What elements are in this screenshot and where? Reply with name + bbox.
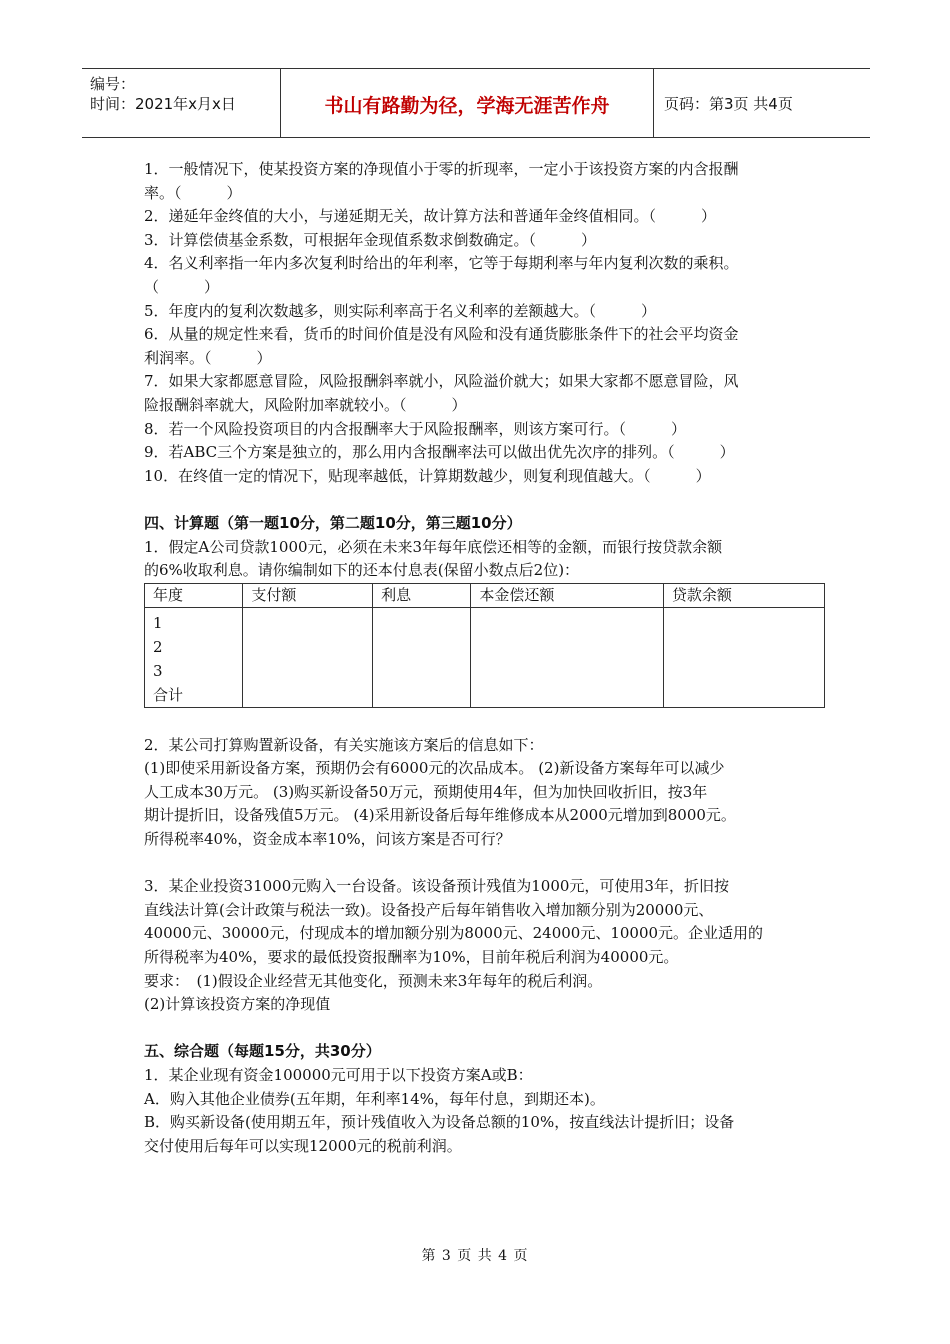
comp-q1-line: 交付使用后每年可以实现12000元的税前利润。 [144, 1136, 462, 1155]
year-label: 2 [153, 637, 163, 656]
tf-line: 4．名义利率指一年内多次复利时给出的年利率，它等于每期利率与年内复利次数的乘积。 [144, 254, 739, 273]
comp-q1-line: B．购买新设备(使用期五年，预计残值收入为设备总额的10%，按直线法计提折旧；设备 [144, 1113, 735, 1132]
calc-q3-line: 3．某企业投资31000元购入一台设备。该设备预计残值为1000元，可使用3年，折旧按 [144, 877, 729, 896]
section-4-title: 四、计算题（第一题10分，第二题10分，第三题10分） [144, 513, 522, 532]
tf-line: 5．年度内的复利次数越多，则实际利率高于名义利率的差额越大。（ ） [144, 301, 657, 320]
page-footer: 第 3 页 共 4 页 [421, 1248, 529, 1264]
tf-line: 10．在终值一定的情况下，贴现率越低，计算期数越少，则复利现值越大。（ ） [144, 466, 711, 485]
calc-q1-line: 的6%收取利息。请你编制如下的还本付息表(保留小数点后2位)： [144, 561, 580, 580]
year-label: 1 [153, 613, 163, 632]
calc-q3-line: (2)计算该投资方案的净现值 [144, 995, 331, 1014]
tf-line: 2．递延年金终值的大小，与递延期无关，故计算方法和普通年金终值相同。（ ） [144, 207, 717, 226]
calc-q1-line: 1．假定A公司贷款1000元，必须在未来3年每年底偿还相等的金额，而银行按贷款余额 [144, 537, 723, 556]
calc-q2-line: 2．某公司打算购置新设备，有关实施该方案后的信息如下： [144, 735, 544, 754]
tf-line: 8．若一个风险投资项目的内含报酬率大于风险报酬率，则该方案可行。（ ） [144, 419, 687, 438]
calc-q3-line: 40000元、30000元，付现成本的增加额分别为8000元、24000元、10000元。企业适用的 [144, 924, 764, 943]
tf-line: 7．如果大家都愿意冒险，风险报酬斜率就小，风险溢价就大；如果大家都不愿意冒险，风 [144, 372, 739, 391]
header-page-cell [654, 69, 870, 137]
section-5-title: 五、综合题（每题15分，共30分） [144, 1042, 381, 1061]
interest-cell [373, 607, 471, 707]
motto-text: 书山有路勤为径，学海无涯苦作舟 [324, 95, 610, 117]
repayment-table [144, 583, 825, 708]
tf-line: 9．若ABC三个方案是独立的，那么用内含报酬率法可以做出优先次序的排列。（ ） [144, 443, 735, 462]
tf-line: 利润率。（ ） [144, 348, 272, 367]
year-cell [145, 607, 243, 707]
balance-cell [663, 607, 824, 707]
col-principal: 本金偿还额 [471, 583, 663, 607]
true-false-questions [144, 158, 814, 488]
year-label: 3 [153, 661, 163, 680]
total-label: 合计 [153, 685, 184, 704]
header-motto-cell [281, 69, 654, 137]
page-label: 页码：第3页 共4页 [664, 95, 793, 113]
tf-line: 3．计算偿债基金系数，可根据年金现值系数求倒数确定。（ ） [144, 230, 597, 249]
table-row [145, 607, 825, 707]
calc-q3-line: 要求： (1)假设企业经营无其他变化，预测未来3年每年的税后利润。 [144, 971, 603, 990]
comp-q1-line: 1．某企业现有资金100000元可用于以下投资方案A或B： [144, 1066, 533, 1084]
calc-q2-line: 人工成本30万元。 (3)购买新设备50万元，预期使用4年，但为加快回收折旧，按3年 [144, 782, 708, 801]
tf-line: （ ） [144, 277, 220, 296]
tf-line: 险报酬斜率就大，风险附加率就较小。（ ） [144, 395, 467, 414]
calc-q2-line: 期计提折旧，设备残值5万元。 (4)采用新设备后每年维修成本从2000元增加到8000元。 [144, 806, 736, 825]
tf-line: 1．一般情况下，使某投资方案的净现值小于零的折现率，一定小于该投资方案的内含报酬 [144, 160, 739, 178]
tf-line: 6．从量的规定性来看，货币的时间价值是没有风险和没有通货膨胀条件下的社会平均资金 [144, 325, 739, 344]
calc-q3-line: 所得税率为40%，要求的最低投资报酬率为10%，目前年税后利润为40000元。 [144, 948, 679, 967]
payment-cell [243, 607, 373, 707]
tf-line: 率。（ ） [144, 183, 242, 202]
principal-cell [471, 607, 663, 707]
calc-q2-line: 所得税率40%，资金成本率10%，问该方案是否可行？ [144, 830, 511, 849]
comp-q1-line: A．购入其他企业债券(五年期，年利率14%，每年付息，到期还本)。 [144, 1089, 605, 1108]
page-content [144, 158, 814, 1158]
col-interest: 利息 [373, 583, 471, 607]
calc-q2-line: (1)即使采用新设备方案，预期仍会有6000元的次品成本。 (2)新设备方案每年可以减少 [144, 759, 725, 778]
col-payment: 支付额 [243, 583, 373, 607]
page-header [82, 68, 870, 138]
col-year: 年度 [145, 583, 243, 607]
date-label: 时间：2021年x月x日 [90, 95, 236, 113]
header-info-cell [82, 69, 281, 137]
table-header-row [145, 583, 825, 607]
calc-q3-line: 直线法计算(会计政策与税法一致)。设备投产后每年销售收入增加额分别为20000元、 [144, 900, 714, 919]
col-balance: 贷款余额 [663, 583, 824, 607]
number-label: 编号： [90, 75, 136, 93]
